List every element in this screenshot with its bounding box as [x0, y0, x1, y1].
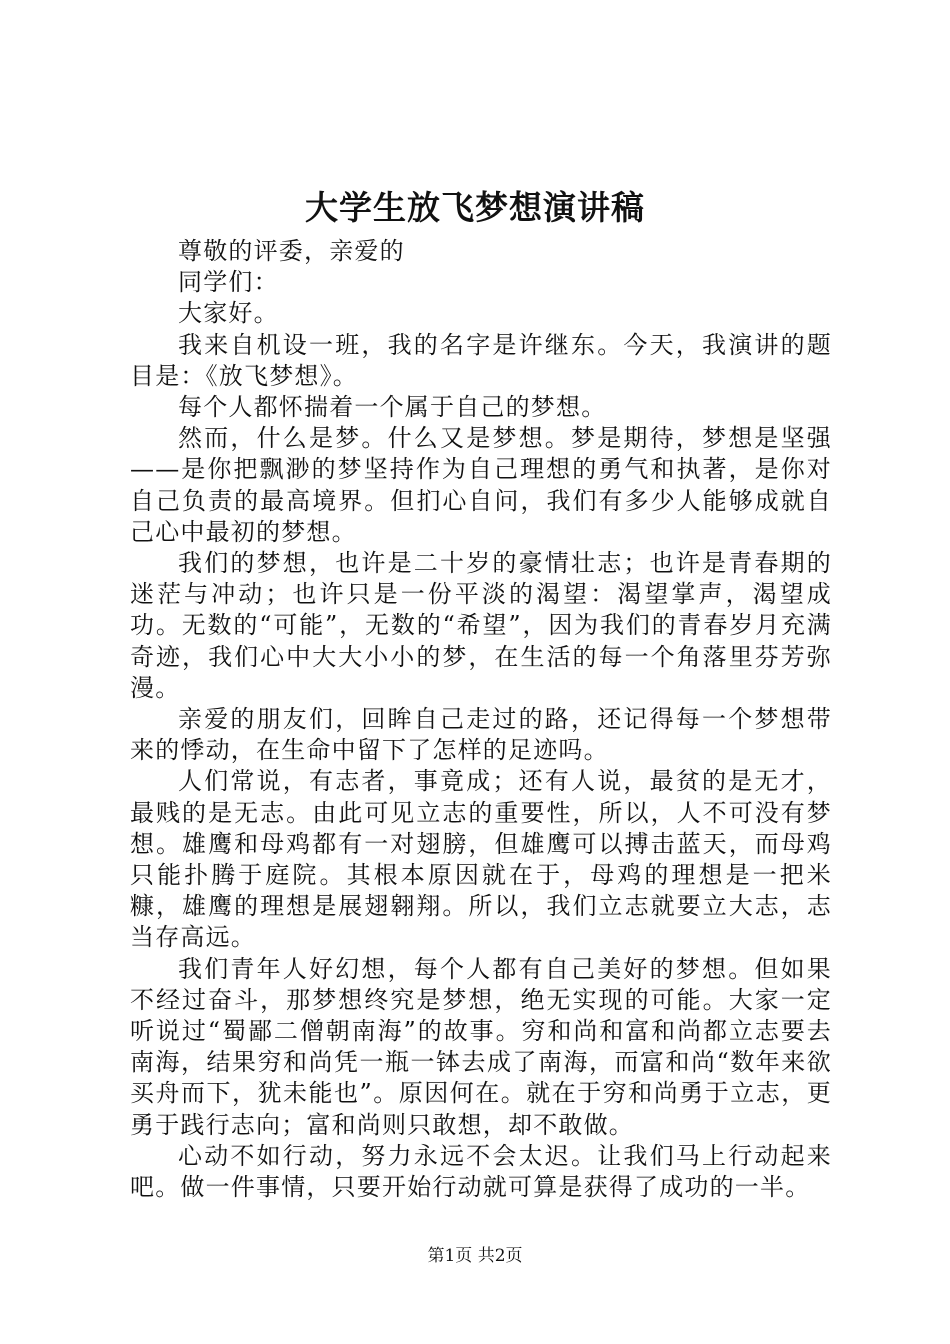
paragraph-text: 然而，什么是梦。什么又是梦想。梦是期待，梦想是坚强——是你把飘渺的梦坚持作为自己理想的勇气和执著，是你对自己负责的最高境界。但扪心自问，我们有多少人能够成就自己心中最初的梦想。 — [130, 424, 832, 546]
page-number-footer: 第1页 共2页 — [427, 1246, 523, 1266]
document-body — [130, 236, 832, 1203]
paragraph-greeting: 大家好。 — [178, 299, 279, 328]
paragraph-text: 我们的梦想，也许是二十岁的豪情壮志；也许是青春期的迷茫与冲动；也许只是一份平淡的渴望：渴望掌声，渴望成功。无数的“可能”，无数的“希望”，因为我们的青春岁月充满奇迹，我们心中大大小小的梦，在生活的每一个角落里芬芳弥漫。 — [130, 549, 832, 702]
paragraph-text: 亲爱的朋友们，回眸自己走过的路，还记得每一个梦想带来的悸动，在生命中留下了怎样的足迹吗。 — [130, 705, 832, 765]
paragraph-introduction: 我来自机设一班，我的名字是许继东。今天，我演讲的题目是：《放飞梦想》。 — [130, 330, 832, 390]
paragraph-text: 心动不如行动，努力永远不会太迟。让我们马上行动起来吧。做一件事情，只要开始行动就可算是获得了成功的一半。 — [130, 1141, 832, 1202]
paragraph-salutation-2: 同学们： — [178, 268, 279, 297]
paragraph-text: 人们常说，有志者，事竟成；还有人说，最贫的是无才，最贱的是无志。由此可见立志的重要性，所以，人不可没有梦想。雄鹰和母鸡都有一对翅膀，但雄鹰可以搏击蓝天，而母鸡只能扑腾于庭院。其根本原因就在于，母鸡的理想是一把米糠，雄鹰的理想是展翅翱翔。所以，我们立志就要立大志，志当存高远。 — [130, 767, 832, 952]
paragraph-text: 我们青年人好幻想，每个人都有自己美好的梦想。但如果不经过奋斗，那梦想终究是梦想，绝无实现的可能。大家一定听说过“蜀鄙二僧朝南海”的故事。穷和尚和富和尚都立志要去南海，结果穷和尚凭一瓶一钵去成了南海，而富和尚“数年来欲买舟而下，犹未能也”。原因何在。就在于穷和尚勇于立志，更勇于践行志向；富和尚则只敢想，却不敢做。 — [130, 954, 832, 1139]
paragraph-salutation: 尊敬的评委，亲爱的 — [178, 237, 405, 265]
document-title: 大学生放飞梦想演讲稿 — [305, 188, 645, 227]
paragraph-text: 每个人都怀揣着一个属于自己的梦想。 — [178, 393, 607, 422]
